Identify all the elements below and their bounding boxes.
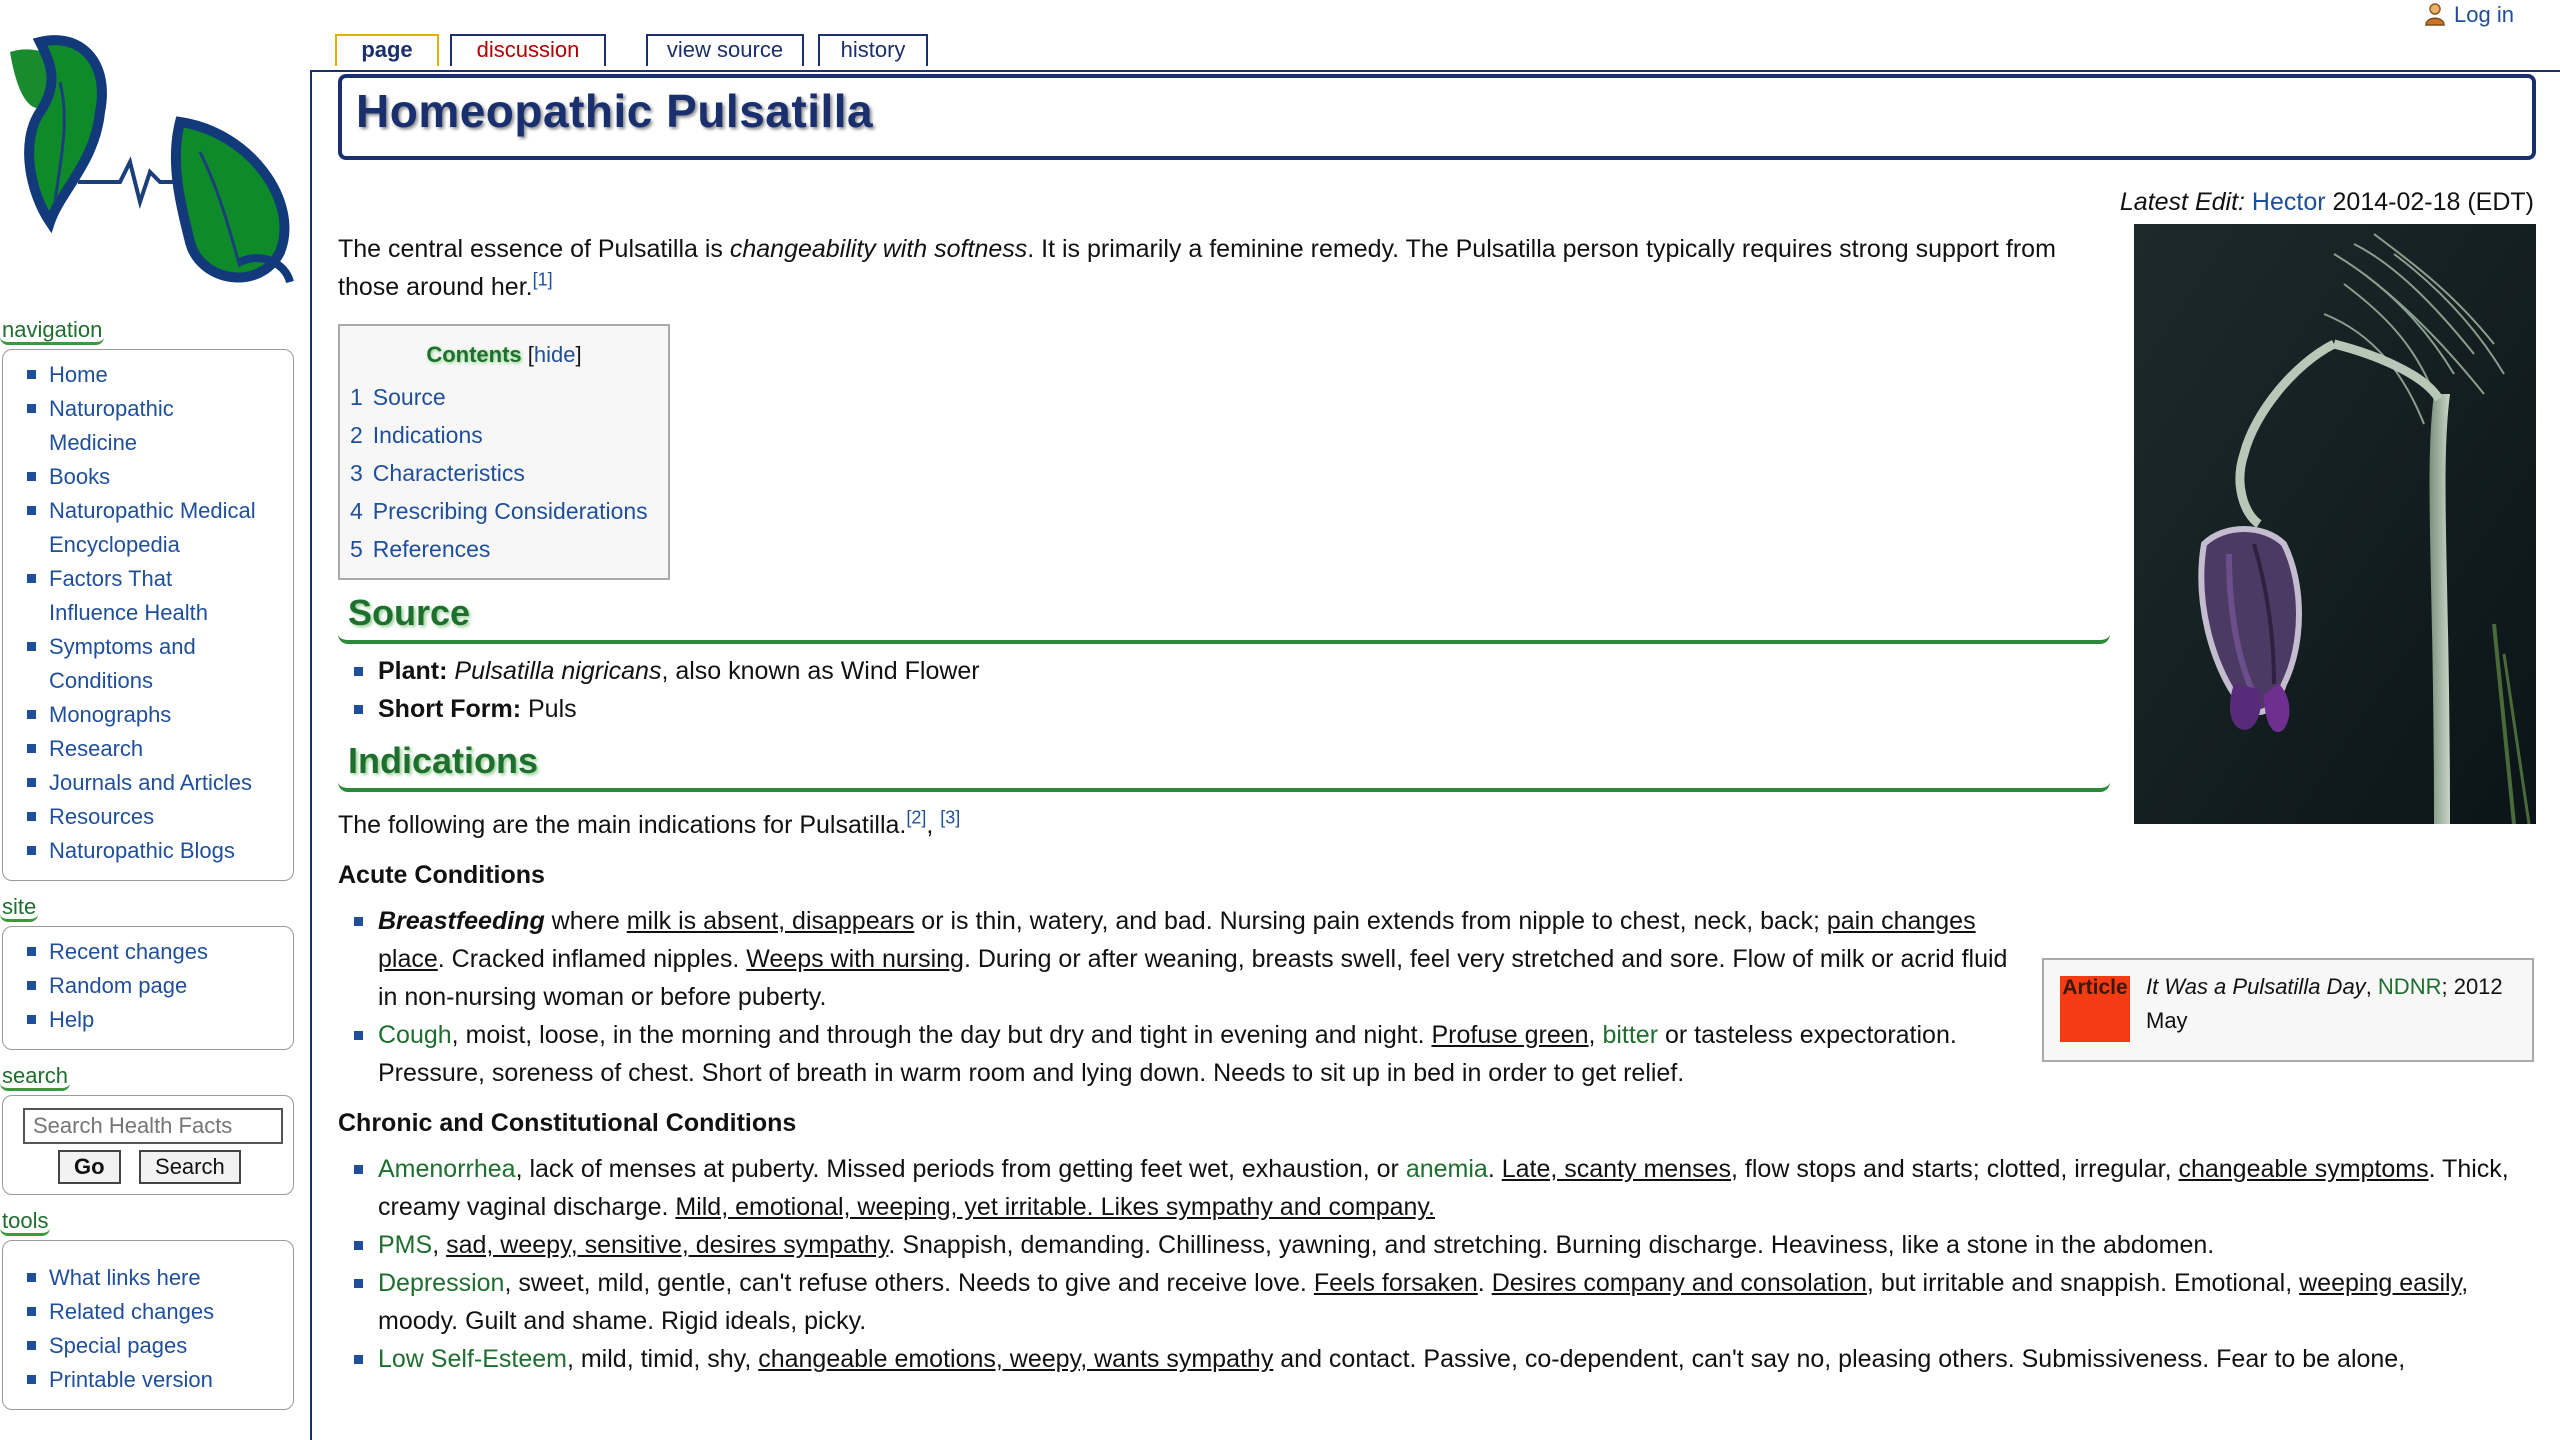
text: , flow stops and starts; clotted, irregular, xyxy=(1731,1155,2179,1183)
keynote: Feels forsaken xyxy=(1313,1269,1478,1297)
toc-label: Indications xyxy=(372,422,483,448)
text: . Snappish, demanding. Chilliness, yawning, and stretching. Burning discharge. Heaviness, like a stone in the abdomen. xyxy=(888,1231,2215,1259)
list-item xyxy=(338,690,2118,728)
text: . Thick, creamy vaginal discharge. xyxy=(378,1155,2509,1221)
short-form-label: Short Form: xyxy=(378,695,522,723)
toc-number: 2 xyxy=(350,422,363,448)
tab-history[interactable]: history xyxy=(818,34,928,66)
text: , moody. Guilt and shame. Rigid ideals, picky. xyxy=(378,1269,2469,1335)
acute-list xyxy=(338,902,2018,1092)
plant-name: Pulsatilla nigricans xyxy=(454,657,662,685)
content-top-border xyxy=(310,70,2560,72)
toc-label: Characteristics xyxy=(372,460,525,486)
article-separator: , xyxy=(2365,974,2378,999)
toc-item[interactable] xyxy=(350,492,668,530)
ref-separator: , xyxy=(926,811,941,839)
intro-text-b: . It is primarily a feminine remedy. The Pulsatilla person typically requires strong support from those around her. xyxy=(338,235,2056,301)
navigation-portlet xyxy=(0,318,300,881)
depression-link[interactable]: Depression xyxy=(378,1269,505,1297)
amenorrhea-link[interactable]: Amenorrhea xyxy=(378,1155,516,1183)
keynote: milk is absent, disappears xyxy=(626,907,915,935)
toc-label: References xyxy=(372,536,491,562)
keynote: pain changes place xyxy=(378,907,1976,973)
table-of-contents xyxy=(338,324,670,580)
plant-label: Plant: xyxy=(378,657,448,685)
sidebar-item-blogs[interactable]: Naturopathic Blogs xyxy=(3,834,293,868)
toc-label: Prescribing Considerations xyxy=(372,498,648,524)
pms-link[interactable]: PMS xyxy=(378,1231,433,1259)
sidebar-item-home[interactable]: Home xyxy=(3,358,293,392)
sidebar-item-factors[interactable]: Factors That Influence Health xyxy=(3,562,239,630)
search-button[interactable]: Search xyxy=(139,1150,241,1184)
ref-2-link[interactable]: [2] xyxy=(906,807,927,828)
keynote: Late, scanty menses xyxy=(1501,1155,1732,1183)
title-box xyxy=(338,74,2536,160)
ref-1-link[interactable]: [1] xyxy=(532,269,553,290)
sidebar-item-research[interactable]: Research xyxy=(3,732,293,766)
sidebar-item-special-pages[interactable]: Special pages xyxy=(3,1329,293,1363)
toc-item[interactable] xyxy=(350,378,668,416)
toc-item[interactable] xyxy=(350,416,668,454)
bitter-link[interactable]: bitter xyxy=(1602,1021,1659,1049)
sidebar-item-resources[interactable]: Resources xyxy=(3,800,293,834)
indications-intro-text: The following are the main indications for Pulsatilla. xyxy=(338,811,907,839)
indications-intro xyxy=(338,806,2118,844)
sidebar-item-symptoms[interactable]: Symptoms and Conditions xyxy=(3,630,239,698)
toc-hide-wrapper: [hide] xyxy=(527,342,582,367)
text: , xyxy=(1588,1021,1603,1049)
plant-rest: , also known as Wind Flower xyxy=(661,657,980,685)
chronic-list xyxy=(338,1150,2538,1378)
sidebar-item-related-changes[interactable]: Related changes xyxy=(3,1295,293,1329)
low-self-esteem-link[interactable]: Low Self-Esteem xyxy=(378,1345,567,1373)
sidebar-item-encyclopedia[interactable]: Naturopathic Medical Encyclopedia xyxy=(3,494,279,562)
anemia-link[interactable]: anemia xyxy=(1405,1155,1488,1183)
go-button[interactable]: Go xyxy=(58,1150,121,1184)
toc-number: 5 xyxy=(350,536,363,562)
list-item xyxy=(338,652,2118,690)
list-item xyxy=(338,1016,2018,1092)
search-title: search xyxy=(0,1064,70,1091)
sidebar-item-help[interactable]: Help xyxy=(3,1003,293,1037)
list-item xyxy=(338,1150,2538,1226)
user-icon xyxy=(2424,2,2446,26)
text: . xyxy=(1477,1269,1492,1297)
latest-edit-label: Latest Edit: xyxy=(2119,188,2245,216)
article-date: ; 2012 May xyxy=(2146,974,2503,1033)
article-title: It Was a Pulsatilla Day xyxy=(2146,974,2366,999)
search-portlet xyxy=(0,1064,300,1195)
text: or tasteless expectoration. Pressure, soreness of chest. Short of breath in warm room and lying down. Needs to sit up in bed in order to get relief. xyxy=(378,1021,1957,1087)
toc-item[interactable] xyxy=(350,454,668,492)
keynote: Desires company and consolation xyxy=(1491,1269,1867,1297)
toc-number: 4 xyxy=(350,498,363,524)
ndnr-link[interactable]: NDNR xyxy=(2377,974,2442,999)
text: , moist, loose, in the morning and through the day but dry and tight in evening and night. xyxy=(451,1021,1432,1049)
leaf-logo-icon xyxy=(10,40,290,282)
list-item xyxy=(338,1264,2538,1340)
list-item xyxy=(338,1226,2538,1264)
sidebar-item-naturopathic-medicine[interactable]: Naturopathic Medicine xyxy=(3,392,199,460)
acute-heading: Acute Conditions xyxy=(338,861,545,889)
content-left-border xyxy=(310,70,312,1440)
list-item xyxy=(338,902,2018,1016)
sidebar-item-what-links-here[interactable]: What links here xyxy=(3,1261,293,1295)
toc-title: Contents xyxy=(426,342,522,367)
latest-edit xyxy=(2120,188,2534,217)
keynote: Mild, emotional, weeping, yet irritable. Likes sympathy and company. xyxy=(675,1193,1435,1221)
navigation-title: navigation xyxy=(0,318,104,345)
toc-number: 1 xyxy=(350,384,363,410)
keynote: weeping easily xyxy=(2299,1269,2462,1297)
sidebar-item-recent-changes[interactable]: Recent changes xyxy=(3,935,293,969)
chronic-heading: Chronic and Constitutional Conditions xyxy=(338,1109,797,1137)
sidebar-item-random-page[interactable]: Random page xyxy=(3,969,293,1003)
sidebar-item-printable[interactable]: Printable version xyxy=(3,1363,293,1397)
site-portlet xyxy=(0,895,300,1050)
toc-item[interactable] xyxy=(350,530,668,568)
text: , mild, timid, shy, xyxy=(566,1345,759,1373)
page-title: Homeopathic Pulsatilla xyxy=(356,85,874,137)
keynote: Weeps with nursing xyxy=(746,945,964,973)
text: , lack of menses at puberty. Missed periods from getting feet wet, exhaustion, or xyxy=(515,1155,1406,1183)
login-label: Log in xyxy=(2454,2,2514,27)
tools-title: tools xyxy=(0,1209,50,1236)
intro-paragraph xyxy=(338,230,2098,306)
intro-emphasis: changeability with softness xyxy=(729,235,1028,263)
text: . Cracked inflamed nipples. xyxy=(437,945,747,973)
article-citation xyxy=(2146,970,2526,1038)
text: or is thin, watery, and bad. Nursing pain extends from nipple to chest, neck, back; xyxy=(914,907,1827,935)
article-badge: Article xyxy=(2060,976,2130,1042)
site-logo[interactable] xyxy=(0,22,305,290)
keynote: changeable emotions, weepy, wants sympathy xyxy=(758,1345,1274,1373)
latest-edit-date: 2014-02-18 (EDT) xyxy=(2332,188,2534,216)
related-article-box xyxy=(2042,958,2534,1062)
toc-label: Source xyxy=(372,384,446,410)
short-form-value: Puls xyxy=(528,695,577,723)
breastfeeding-term: Breastfeeding xyxy=(378,907,545,935)
tools-portlet xyxy=(0,1209,300,1410)
text: . xyxy=(1487,1155,1502,1183)
ref-3-link[interactable]: [3] xyxy=(940,807,961,828)
indications-heading: Indications xyxy=(338,732,2110,792)
text: , but irritable and snappish. Emotional, xyxy=(1866,1269,2300,1297)
keynote: changeable symptoms xyxy=(2178,1155,2429,1183)
text: . During or after weaning, breasts swell, feel very stretched and sore. Flow of milk or acrid fluid in non-nursing woman or before puberty. xyxy=(378,945,2008,1011)
sidebar-item-monographs[interactable]: Monographs xyxy=(3,698,293,732)
tab-discussion[interactable]: discussion xyxy=(450,34,606,66)
keynote: Profuse green xyxy=(1431,1021,1589,1049)
text: , xyxy=(432,1231,447,1259)
search-input[interactable] xyxy=(23,1108,283,1144)
toc-title-row xyxy=(350,338,668,372)
toc-hide-link[interactable]: hide xyxy=(533,342,576,367)
text: , sweet, mild, gentle, can't refuse others. Needs to give and receive love. xyxy=(504,1269,1314,1297)
pulsatilla-flower-image[interactable] xyxy=(2134,224,2536,824)
sidebar-item-books[interactable]: Books xyxy=(3,460,293,494)
source-heading: Source xyxy=(338,584,2110,644)
login-link[interactable] xyxy=(2424,2,2514,28)
site-title: site xyxy=(0,895,38,922)
latest-edit-user-link[interactable]: Hector xyxy=(2251,188,2326,216)
cough-link[interactable]: Cough xyxy=(378,1021,452,1049)
tab-page[interactable]: page xyxy=(335,34,439,66)
text: and contact. Passive, co-dependent, can't say no, pleasing others. Submissiveness. Fear to be alone, xyxy=(1273,1345,2406,1373)
list-item xyxy=(338,1340,2538,1378)
text: where xyxy=(544,907,627,935)
toc-number: 3 xyxy=(350,460,363,486)
tab-view-source[interactable]: view source xyxy=(646,34,804,66)
source-list xyxy=(338,652,2118,728)
intro-text-a: The central essence of Pulsatilla is xyxy=(338,235,730,263)
sidebar xyxy=(0,318,300,1424)
sidebar-item-journals[interactable]: Journals and Articles xyxy=(3,766,293,800)
keynote: sad, weepy, sensitive, desires sympathy xyxy=(446,1231,889,1259)
